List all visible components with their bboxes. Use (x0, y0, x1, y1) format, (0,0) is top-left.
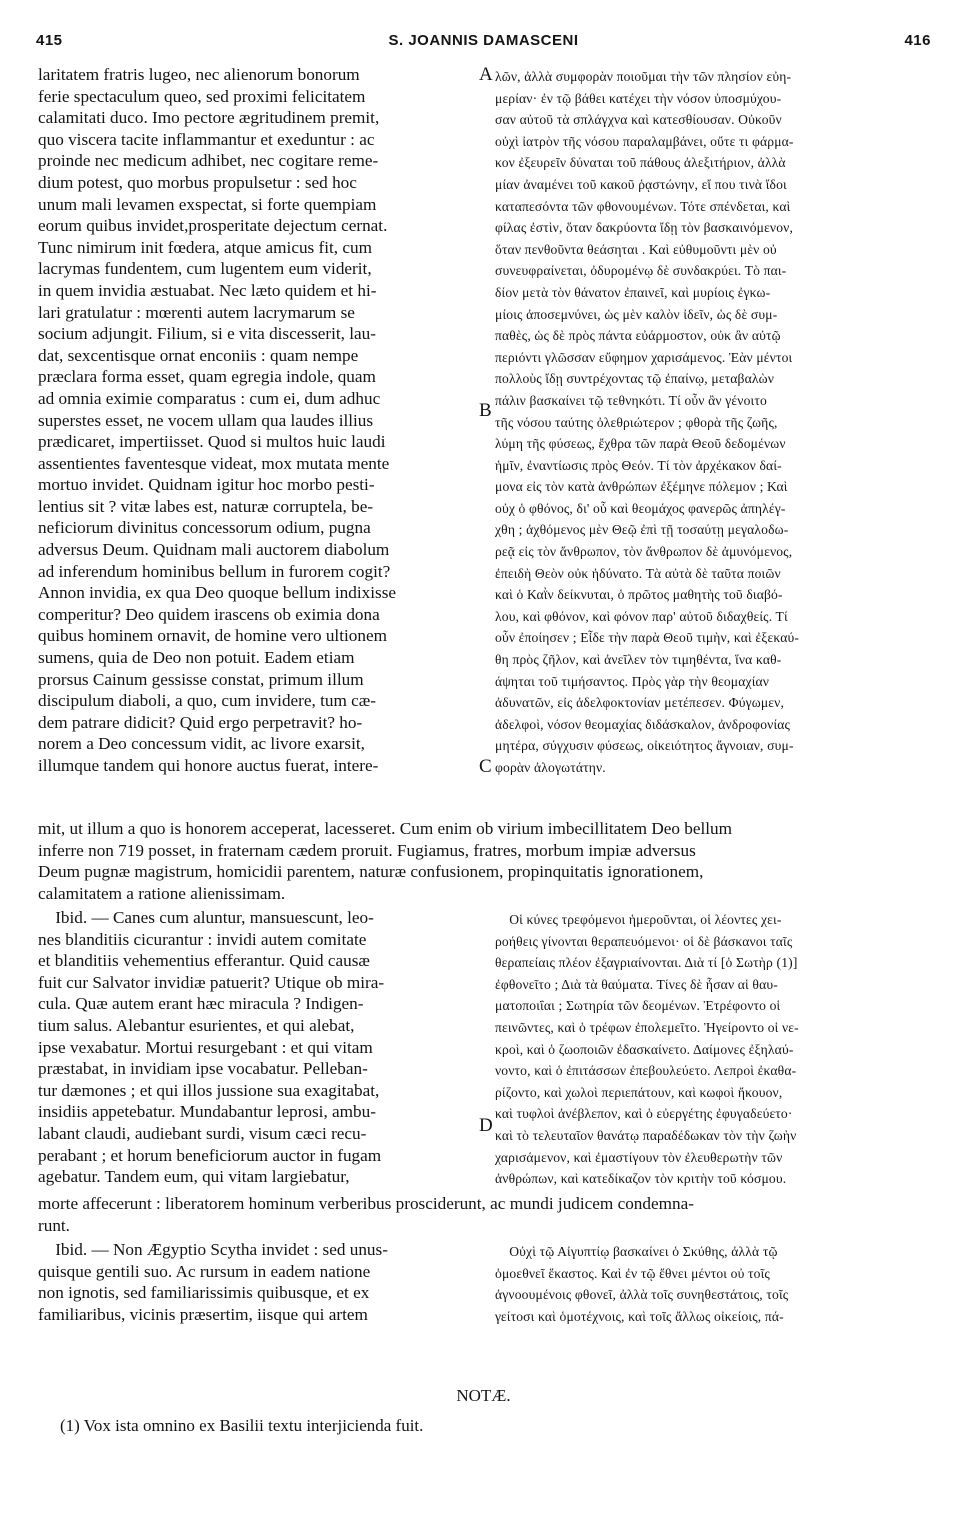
greek-column-2: Οἱ κύνες τρεφόμενοι ἡμεροῦνται, οἱ λέοντες χει- ροήθεις γίνονται θεραπευόμενοι· οἱ δὲ βάσκανοι ταῖς θεραπείαις πλέον ἐξαγριαίνονται. Διὰ τί [ὁ Σωτὴρ (1)] ἐφθονεῖτο ; Διὰ τὰ θαύματα. Τίνες δὲ ἦσαν αἱ θαυ- ματοποιΐαι ; Σωτηρία τῶν δεομένων. Ἐτρέφοντο οἱ πεινῶντες, καὶ ὁ τρέφων ἐπολεμεῖτο. Ἠγείροντο οἱ νε- κροὶ, καὶ ὁ ζωοποιῶν ἐδασκαίνετο. Δαίμονες ἐξηλαύ- νοντο, καὶ ὁ ἐπιτάσσων ἐπεβουλεύετο. Λεπροὶ ἐκαθα- ρίζοντο, καὶ χωλοὶ περιεπάτουν, καὶ κωφοὶ ἤκουον, καὶ τυφλοὶ ἀνέβλεπον, καὶ ὁ εὐεργέτης ἐφυγαδεύετο· καὶ τὸ τελευταῖον θανάτῳ παραδέδωκαν τὸν τὴν ζωὴν χαρισάμενον, καὶ ἐμαστίγουν τὸν ἐλευθερωτὴν τῶν ἀνθρώπων, καὶ κατεδίκαζον τὸν κριτὴν τοῦ κόσμου. (495, 912, 799, 1187)
latin-column-2: Ibid. — Canes cum aluntur, mansuescunt, leo- nes blanditiis cicurantur : invidi autem comitate et blanditiis vehementius efferantur. Quid causæ fuit cur Salvator invidiæ patuerit? Utique ob mira- cula. Quæ autem erant hæc miracula ? Indigen- tium salus. Alebantur esurientes, et qui alebat, ipse vexabatur. Mortui resurgebant : et qui vitam præstabat, in invidiam ipse vocabatur. Pelleban- tur dæmones ; et qui illos jussione sua exagitabat, insidiis appetebatur. Mundabantur leprosi, ambu- labant claudi, audiebant surdi, visum cæci recu- perabant ; et horum beneficiorum auctor in fugam agebatur. Tandem eum, qui vitam largiebatur, (38, 908, 385, 1187)
left-page-number: 415 (36, 32, 63, 49)
footnote-1: (1) Vox ista omnino ex Basilii textu interjicienda fuit. (60, 1416, 424, 1435)
margin-mark-d: D (479, 1115, 493, 1136)
running-title: S. JOANNIS DAMASCENI (388, 32, 579, 49)
latin-column-1: laritatem fratris lugeo, nec alienorum bonorum ferie spectaculum queo, sed proximi felicitatem calamitati duco. Imo pectore ægritudinem premit, quo viscera tacite inflammantur et exeduntur : ac proinde nec medicum adhibet, nec cogitare reme- dium potest, quo morbus propulsetur : sed hoc unum mali levamen exspectat, si forte quempiam eorum quibus invidet,prosperitate dejectum cernat. Tunc nimirum init fœdera, atque amicus fit, cum lacrymas fundentem, cum lugentem eum viderit, in quem invidia æstuabat. Nec læto quidem et hi- lari gratulatur : mœrenti autem lacrymarum se socium adjungit. Filium, si e vita discesserit, lau- dat, sexcentisque ornat enconiis : quam nempe præclara forma esset, quam egregia indole, quam ad omnia eximie comparatus : cum ei, dum adhuc superstes esset, ne vocem ullam qua laudes illius prædicaret, impertiisset. Quod si multos huic laudi assentientes faventesque videat, mox mutata mente mortuo invidet. Quidnam igitur hoc morbo pesti- lentius sit ? vitæ labes est, naturæ corruptela, be- neficiorum divinitus concessorum odium, pugna adversus Deum. Quidnam mali auctorem diabolum ad inferendum hominibus bellum in furorem cogit? Annon invidia, ex qua Deo quoque bellum indixisse comperitur? Deo quidem irascens ob eximia dona quibus hominem ornavit, de homine vero ultionem sumens, quia de Deo non potuit. Eadem etiam prorsus Cainum gessisse constat, primum illum discipulum diaboli, a quo, cum invidere, tum cæ- dem patrare didicit? Quid ergo perpetravit? ho- norem a Deo concessum vidit, ac livore exarsit, illumque tandem qui honore auctus fuerat, intere- (38, 65, 397, 775)
greek-column-1: λῶν, ἀλλὰ συμφορὰν ποιοῦμαι τὴν τῶν πλησίον εὐη- μερίαν· ἐν τῷ βάθει κατέχει τὴν νόσον ὑποσμύχου- σαν αὐτοῦ τὰ σπλάγχνα καὶ κατεσθίουσαν. Οὐκοῦν οὐχὶ ἰατρὸν τῆς νόσου παραλαμβάνει, οὔτε τι φάρμα- κον ἐξευρεῖν δύναται τοῦ πάθους ἀλεξιτήριον, ἀλλὰ μίαν ἀναμένει τοῦ κακοῦ ῥᾳστώνην, εἴ που τινὰ ἴδοι καταπεσόντα τῶν φθονουμένων. Τότε σπένδεται, καὶ φίλας ἐστὶν, ὅταν δακρύοντα ἴδῃ τὸν βασκαινόμενον, ὅταν πενθοῦντα θεάσηται . Καὶ εὐθυμοῦντι μὲν οὐ συνευφραίνεται, ὀδυρομένῳ δὲ συνδακρύει. Τὸ παι- δίον μετὰ τὸν θάνατον ἐπαινεῖ, καὶ μυρίοις ἐγκω- μίοις ἀποσεμνύνει, ὡς μὲν καλὸν ἰδεῖν, ὡς δὲ συμ- παθὲς, ὡς δὲ πρὸς πάντα εὐάρμοστον, οὐκ ἂν αὐτῷ περιόντι γλῶσσαν εὔφημον χαρισάμενος. Ἐὰν μέντοι πολλοὺς ἴδῃ συντρέχοντας τῷ ἐπαίνῳ, μεταβαλὼν πάλιν βασκαίνει τῷ τεθνηκότι. Τί οὖν ἂν γένοιτο τῆς νόσου ταύτης ὀλεθριώτερον ; φθορὰ τῆς ζωῆς, λύμη τῆς φύσεως, ἔχθρα τῶν παρὰ Θεοῦ δεδομένων ἡμῖν, ἐναντίωσις πρὸς Θεόν. Τί τὸν ἀρχέκακον δαί- μονα εἰς τὸν κατὰ ἀνθρώπων ἐξέμηνε πόλεμον ; Καὶ οὐχ ὁ φθόνος, δι' οὗ καὶ θεομάχος φανερῶς ἀπηλέγ- χθη ; ἀχθόμενος μὲν Θεῷ ἐπὶ τῇ τοσαύτῃ μεγαλοδω- ρεᾷ εἰς τὸν ἄνθρωπον, τὸν ἄνθρωπον δὲ ἀμυνόμενος, ἐπειδὴ Θεὸν οὐκ ἠδύνατο. Τὰ αὐτὰ δὲ ταῦτα ποιῶν καὶ ὁ Καῒν δείκνυται, ὁ πρῶτος μαθητὴς τοῦ διαβό- λου, καὶ φθόνον, καὶ φόνον παρ' αὐτοῦ διδαχθείς. Τί οὖν ἐποίησεν ; Εἶδε τὴν παρὰ Θεοῦ τιμὴν, καὶ ἐξεκαύ- θη πρὸς ζῆλον, καὶ ἀνεῖλεν τὸν τιμηθέντα, ἵνα καθ- άψηται τοῦ τιμήσαντος. Πρὸς γὰρ τὴν θεομαχίαν ἀδυνατῶν, εἰς ἀδελφοκτονίαν μετέπεσεν. Φύγωμεν, ἀδελφοὶ, νόσον θεομαχίας διδάσκαλον, ἀνδροφονίας μητέρα, σύγχυσιν φύσεως, οἰκειότητος ἄγνοιαν, συμ- φορὰν ἀλογωτάτην. (495, 69, 800, 775)
right-page-number: 416 (904, 32, 931, 49)
margin-mark-a: A (479, 64, 493, 85)
full-width-paragraph-2: morte affecerunt : liberatorem hominum verberibus prosciderunt, ac mundi judicem condemna- runt. (38, 1194, 694, 1235)
greek-column-3: Οὐχὶ τῷ Αἰγυπτίῳ βασκαίνει ὁ Σκύθης, ἀλλὰ τῷ ὁμοεθνεῖ ἕκαστος. Καὶ ἐν τῷ ἔθνει μέντοι οὐ τοῖς ἀγνοουμένοις φθονεῖ, ἀλλὰ τοῖς συνηθεστάτοις, τοῖς γείτοσι καὶ ὁμοτέχνοις, καὶ τοῖς ἄλλως οἰκείοις, πά- (495, 1244, 789, 1324)
full-width-paragraph-1: mit, ut illum a quo is honorem acceperat, lacesseret. Cum enim ob virium imbecillitatem Deo bellum inferre non 719 posset, in fraternam cædem proruit. Fugiamus, fratres, morbum impiæ adversus Deum pugnæ magistrum, homicidii parentem, naturæ confusionem, propinquitatis ignorationem, calamitatem a ratione alienissimam. (38, 819, 733, 903)
notes-heading: NOTÆ. (456, 1386, 511, 1405)
margin-mark-b: B (479, 400, 492, 421)
latin-column-3: Ibid. — Non Ægyptio Scytha invidet : sed unus- quisque gentili suo. Ac rursum in eadem natione non ignotis, sed familiarissimis quibusque, et ex familiaribus, vicinis præsertim, iisque qui artem (38, 1240, 388, 1324)
margin-mark-c: C (479, 756, 492, 777)
